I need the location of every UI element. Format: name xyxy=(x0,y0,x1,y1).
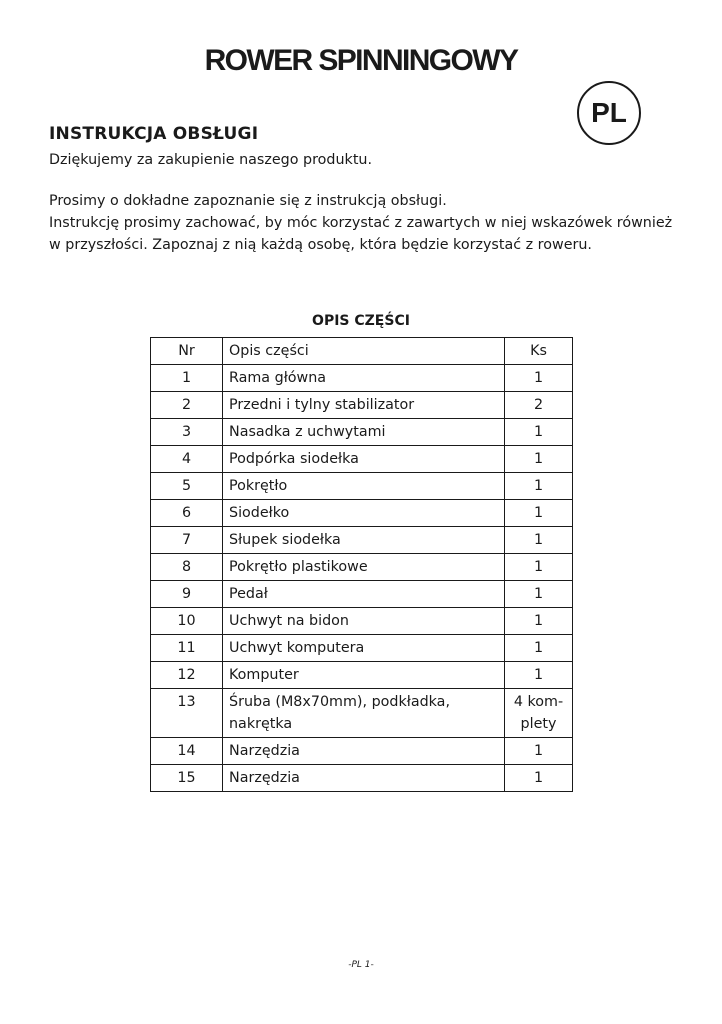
cell-nr: 13 xyxy=(151,689,223,738)
parts-table-title: OPIS CZĘŚCI xyxy=(312,313,410,329)
table-row xyxy=(151,689,573,738)
cell-nr: 8 xyxy=(151,554,223,581)
cell-description: Pokrętło xyxy=(223,473,505,500)
cell-quantity: 1 xyxy=(505,446,573,473)
cell-quantity: 1 xyxy=(505,608,573,635)
cell-nr: 14 xyxy=(151,738,223,765)
cell-nr: 2 xyxy=(151,392,223,419)
cell-quantity: 4 kom-plety xyxy=(505,689,573,738)
cell-nr: 12 xyxy=(151,662,223,689)
cell-description: Śruba (M8x70mm), podkładka, nakrętka xyxy=(223,689,505,738)
cell-nr: 5 xyxy=(151,473,223,500)
cell-description: Pedał xyxy=(223,581,505,608)
table-row xyxy=(151,419,573,446)
table-row xyxy=(151,527,573,554)
cell-quantity: 1 xyxy=(505,365,573,392)
table-row xyxy=(151,392,573,419)
table-row xyxy=(151,446,573,473)
thanks-paragraph: Dziękujemy za zakupienie naszego produktu. xyxy=(49,152,373,168)
cell-nr: 7 xyxy=(151,527,223,554)
header-description: Opis części xyxy=(223,338,505,365)
page-title: ROWER SPINNINGOWY xyxy=(204,44,518,77)
cell-description: Siodełko xyxy=(223,500,505,527)
table-row xyxy=(151,608,573,635)
table-row xyxy=(151,662,573,689)
cell-description: Pokrętło plastikowe xyxy=(223,554,505,581)
table-row xyxy=(151,554,573,581)
cell-description: Uchwyt komputera xyxy=(223,635,505,662)
cell-quantity: 1 xyxy=(505,473,573,500)
cell-quantity: 1 xyxy=(505,738,573,765)
cell-nr: 11 xyxy=(151,635,223,662)
cell-quantity: 1 xyxy=(505,581,573,608)
table-row xyxy=(151,581,573,608)
language-badge: PL xyxy=(577,81,641,145)
table-row xyxy=(151,738,573,765)
page-number: -PL 1- xyxy=(348,960,374,970)
cell-quantity: 1 xyxy=(505,419,573,446)
cell-description: Rama główna xyxy=(223,365,505,392)
table-row xyxy=(151,635,573,662)
cell-description: Przedni i tylny stabilizator xyxy=(223,392,505,419)
header-nr: Nr xyxy=(151,338,223,365)
cell-description: Podpórka siodełka xyxy=(223,446,505,473)
table-row xyxy=(151,500,573,527)
cell-quantity: 2 xyxy=(505,392,573,419)
cell-nr: 6 xyxy=(151,500,223,527)
section-heading: INSTRUKCJA OBSŁUGI xyxy=(49,124,259,144)
cell-nr: 10 xyxy=(151,608,223,635)
cell-quantity: 1 xyxy=(505,662,573,689)
cell-nr: 1 xyxy=(151,365,223,392)
table-header-row xyxy=(151,338,573,365)
cell-description: Nasadka z uchwytami xyxy=(223,419,505,446)
header-quantity: Ks xyxy=(505,338,573,365)
cell-nr: 4 xyxy=(151,446,223,473)
cell-quantity: 1 xyxy=(505,527,573,554)
instructions-paragraph: Prosimy o dokładne zapoznanie się z instrukcją obsługi. Instrukcję prosimy zachować, by móc korzystać z zawartych w niej wskazówek również w przyszłości. Zapoznaj z nią każdą osobę, która będzie korzystać z roweru. xyxy=(49,193,673,253)
cell-quantity: 1 xyxy=(505,635,573,662)
cell-description: Narzędzia xyxy=(223,765,505,792)
cell-quantity: 1 xyxy=(505,554,573,581)
cell-description: Narzędzia xyxy=(223,738,505,765)
table-row xyxy=(151,365,573,392)
parts-table xyxy=(150,337,573,792)
cell-description: Słupek siodełka xyxy=(223,527,505,554)
table-row xyxy=(151,765,573,792)
cell-description: Uchwyt na bidon xyxy=(223,608,505,635)
cell-description: Komputer xyxy=(223,662,505,689)
cell-quantity: 1 xyxy=(505,765,573,792)
cell-quantity: 1 xyxy=(505,500,573,527)
cell-nr: 3 xyxy=(151,419,223,446)
cell-nr: 15 xyxy=(151,765,223,792)
cell-nr: 9 xyxy=(151,581,223,608)
table-row xyxy=(151,473,573,500)
